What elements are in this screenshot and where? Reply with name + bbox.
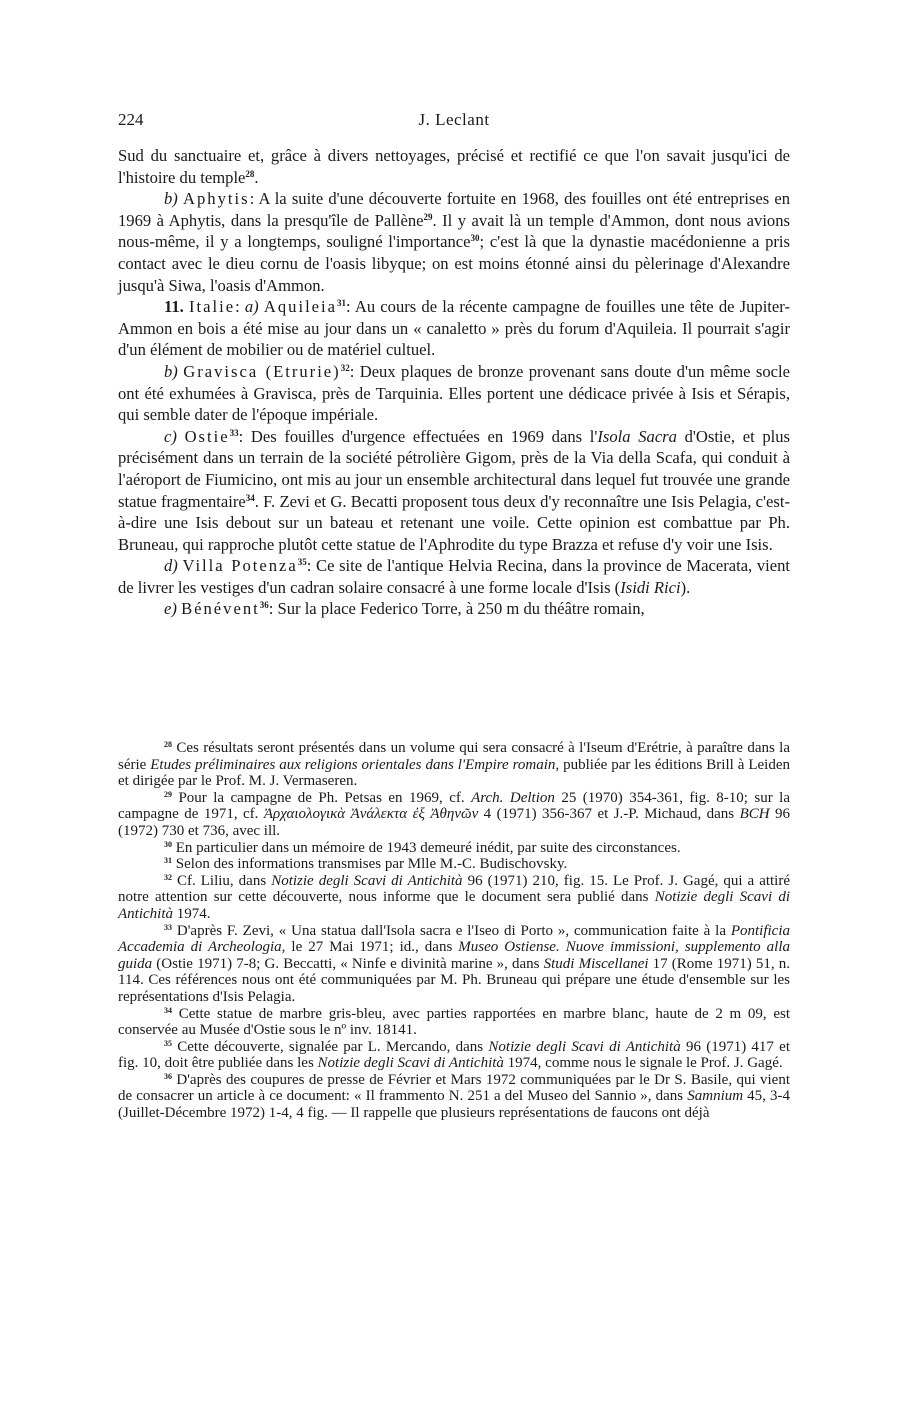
text-run: Museo Ostiense. Nuove immissioni, supplemento alla guida [118, 939, 790, 972]
text-run: : A la suite d'une découverte fortuite en 1968, des fouilles ont été entreprises en 1969 à Aphytis, dans la presqu'île de Pallène [118, 189, 790, 230]
footnote-ref-31[interactable]: 31 [337, 298, 347, 309]
text-run: : Deux plaques de bronze provenant sans doute d'un même socle ont été exhumées à Gravisca, près de Tarquinia. Elles portent une dédicace privée à Isis et Sérapis, qui semble dater de l'époque impériale. [118, 361, 790, 425]
text-run: Isola Sacra [597, 426, 677, 446]
site-name-benevent: Bénévent [181, 599, 260, 619]
running-head [118, 110, 790, 138]
text-run: b) [164, 361, 178, 381]
footnote-34 [118, 1006, 790, 1039]
paragraph-aphytis [118, 188, 790, 296]
footnote-ref-36[interactable]: 36 [259, 600, 269, 611]
footnote-32 [118, 873, 790, 923]
text-run: Etudes préliminaires aux religions orientales dans l'Empire romain [150, 756, 556, 773]
text-run: 96 (1972) 730 et 736, avec ill. [118, 806, 791, 839]
body-text [118, 145, 790, 620]
site-name-gravisca: Gravisca (Etrurie) [183, 361, 341, 381]
text-run: : [235, 297, 245, 317]
footnote-36 [118, 1072, 790, 1122]
text-run: Notizie degli Scavi di Antichità [271, 872, 463, 889]
paragraph-benevent [118, 598, 790, 620]
text-run: 29 [164, 789, 172, 799]
page-number: 224 [118, 110, 144, 129]
country-name: Italie [189, 297, 236, 317]
text-run: 35 [164, 1038, 172, 1048]
text-run: d'Ostie, et plus précisément dans un terrain de la société pétrolière Gigom, près de la Via della Scafa, qui conduit à l'aéroport de Fiumicino, ont mis au jour un ensemble architectural dans lequel fut trouvée une grande statue fragmentaire [118, 426, 791, 511]
text-run: Ἀρχαιολογικὰ Ἀνάλεκτα ἐξ Ἀθηνῶν [263, 806, 479, 823]
text-run: Arch. Deltion [471, 789, 555, 806]
footnote-30 [118, 840, 790, 857]
paragraph-ostie [118, 426, 790, 556]
site-name-aphytis: Aphytis [183, 189, 250, 209]
text-run: 36 [164, 1071, 172, 1081]
text-run: 34 [164, 1005, 172, 1015]
text-run: 45, 3-4 (Juillet-Décembre 1972) 1-4, 4 fig. — Il rappelle que plusieurs représentations de faucons ont déjà [118, 1088, 791, 1122]
text-run: ; c'est là que la dynastie macédonienne a pris contact avec le dieu cornu de l'oasis libyque; on est moins étonné ainsi du pèlerinage d'Alexandre jusqu'à Siwa, l'oasis d'Ammon. [118, 232, 790, 295]
footnote-28 [118, 740, 790, 790]
text-run: Pontificia Accademia di Archeologia [118, 922, 791, 956]
text-run: 1974, comme nous le signale le Prof. J. Gagé. [503, 1055, 783, 1072]
text-run: : Au cours de la récente campagne de fouilles une tête de Jupiter-Ammon en bois a été mise au jour dans un « canaletto » près du forum d'Aquileia. Il pourrait s'agir d'un élément de mobilier ou de matériel cultuel. [118, 297, 791, 360]
site-name-ostie: Ostie [184, 426, 230, 446]
text-run: , le 27 Mai 1971; id., dans [281, 939, 459, 956]
text-run: 25 (1970) 354-361, fig. 8-10; sur la campagne de 1971, cf. [118, 789, 790, 823]
footnote-ref-29[interactable]: 29 [423, 211, 433, 222]
footnote-29 [118, 790, 790, 840]
text-run: Isidi Rici [620, 577, 681, 597]
text-run: Selon des informations transmises par Mlle M.-C. Budischovsky. [175, 856, 568, 873]
text-run: Notizie degli Scavi di Antichità [118, 889, 790, 922]
text-run: Studi Miscellanei [543, 955, 649, 972]
footnote-33 [118, 923, 790, 1006]
text-run: Notizie degli Scavi di Antichità [488, 1038, 681, 1055]
section-number: 11. [164, 297, 184, 317]
footnotes [118, 740, 790, 1122]
text-run: 32 [164, 872, 172, 882]
text-run: 33 [164, 922, 172, 932]
text-run: d) [164, 556, 178, 576]
text-run: Cf. Liliu, dans [177, 872, 272, 889]
site-name-villa-potenza: Villa Potenza [182, 556, 298, 576]
text-run: : Des fouilles d'urgence effectuées en 1969 dans l' [238, 426, 598, 446]
paragraph-gravisca [118, 361, 790, 426]
text-run: a) [244, 297, 259, 317]
footnote-ref-32[interactable]: 32 [340, 362, 350, 373]
text-run: D'après F. Zevi, « Una statua dall'Isola sacra e l'Iseo di Porto », communication faite à la [176, 922, 731, 939]
running-head-author: J. Leclant [418, 110, 490, 129]
text-run: 28 [164, 740, 172, 749]
text-run: (Ostie 1971) 7-8; G. Beccatti, « Ninfe e divinità marine », dans [152, 955, 544, 972]
text-run: Cette statue de marbre gris-bleu, avec parties rapportées en marbre blanc, haute de 2 m 09, est conservée au Musée d'Ostie sous le nº inv. 18141. [118, 1005, 790, 1039]
footnote-ref-34[interactable]: 34 [245, 492, 255, 503]
text-run: 17 (Rome 1971) 51, n. 114. Ces références nous ont été communiquées par M. Ph. Bruneau qui prépare une étude d'ensemble sur les représentations d'Isis Pelagia. [118, 955, 790, 1005]
text-run: 96 (1971) 210, fig. 15. Le Prof. J. Gagé, qui a attiré notre attention sur cette découverte, nous informe que le document sera publié dans [118, 872, 791, 906]
site-name-aquileia: Aquileia [263, 297, 338, 317]
footnote-ref-35[interactable]: 35 [297, 557, 307, 568]
text-run: 1974. [173, 905, 211, 922]
text-run: Sud du sanctuaire et, grâce à divers nettoyages, précisé et rectifié ce que l'on savait jusqu'ici de l'histoire du temple [118, 146, 790, 187]
text-run: D'après des coupures de presse de Février et Mars 1972 communiquées par le Dr S. Basile, qui vient de consacrer un article à ce document: « Il frammento N. 251 a del Museo del Sannio », dans [118, 1071, 791, 1105]
text-run: . Il y avait là un temple d'Ammon, dont nous avions nous-même, il y a longtemps, souligné l'importance [118, 210, 790, 252]
text-run: : Sur la place Federico Torre, à 250 m du théâtre romain, [268, 599, 645, 619]
text-run: c) [164, 426, 177, 446]
paragraph-villa-potenza [118, 555, 790, 598]
text-run: Notizie degli Scavi di Antichità [317, 1055, 504, 1072]
paragraph-italie-aquileia [118, 296, 790, 361]
text-run: 96 (1971) 417 et fig. 10, doit être publiée dans les [118, 1038, 790, 1072]
footnote-ref-33[interactable]: 33 [229, 427, 239, 438]
footnote-ref-28[interactable]: 28 [245, 168, 255, 179]
footnote-31 [118, 856, 790, 873]
text-run: En particulier dans un mémoire de 1943 demeuré inédit, par suite des circonstances. [175, 839, 681, 856]
text-run: : Ce site de l'antique Helvia Recina, dans la province de Macerata, vient de livrer les vestiges d'un cadran solaire consacré à une forme locale d'Isis ( [118, 556, 791, 597]
text-run: Samnium [687, 1088, 744, 1105]
footnote-35 [118, 1039, 790, 1072]
text-run: Ces résultats seront présentés dans un volume qui sera consacré à l'Iseum d'Erétrie, à paraître dans la série [118, 740, 790, 773]
text-run: Cette découverte, signalée par L. Mercando, dans [177, 1038, 489, 1055]
text-run: 30 [164, 839, 172, 849]
text-run: . F. Zevi et G. Becatti proposent tous deux d'y reconnaître une Isis Pelagia, c'est-à-dire une Isis debout sur un bateau et retenant une voile. Cette opinion est combattue par Ph. Bruneau, qui rapproche plutôt cette statue de l'Aphrodite du type Brazza et refuse d'y voir une Isis. [118, 491, 790, 554]
text-run: b) [164, 189, 178, 209]
text-run: 4 (1971) 356-367 et J.-P. Michaud, dans [478, 806, 740, 823]
page [118, 110, 790, 620]
text-run: 31 [164, 856, 172, 866]
footnote-ref-30[interactable]: 30 [470, 233, 480, 244]
paragraph-1: Sud du sanctuaire et, grâce à divers nettoyages, précisé et rectifié ce que l'on savait jusqu'ici de l'histoire du temple$^{28}$. [118, 146, 790, 187]
text-run: , publiée par les éditions Brill à Leiden et dirigée par le Prof. M. J. Vermaseren. [118, 756, 790, 790]
text-run: Pour la campagne de Ph. Petsas en 1969, cf. [178, 789, 472, 806]
text-run: ). [680, 577, 691, 597]
text-run: BCH [739, 806, 770, 823]
text-run: e) [164, 599, 177, 619]
